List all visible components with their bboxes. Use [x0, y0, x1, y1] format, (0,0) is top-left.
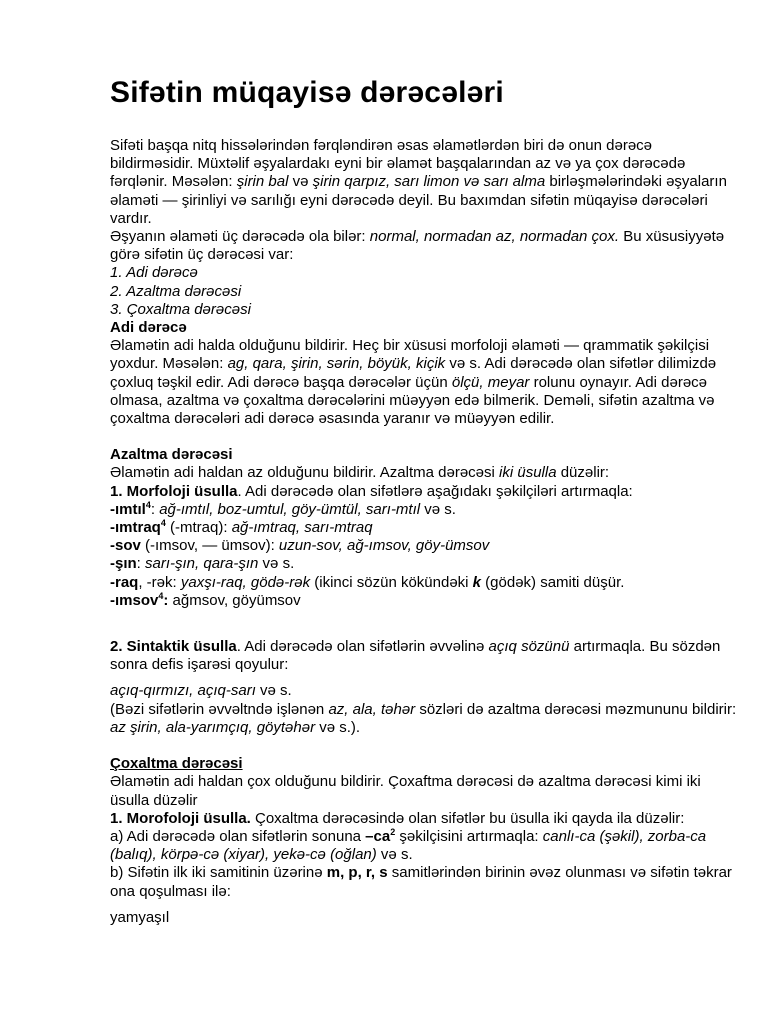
text-segment: a) Adi dərəcədə olan sifətlərin sonuna [110, 827, 366, 845]
example-text: iki üsulla [499, 464, 557, 482]
suffix-superscript: 2 [390, 826, 396, 837]
spacer [110, 901, 738, 909]
text-segment: (gödək) samiti düşür. [481, 573, 625, 591]
morfoloji-line [110, 483, 738, 501]
text-segment: : [150, 500, 160, 518]
text-segment: (-ımsov, — ümsov): [140, 537, 279, 555]
text-segment: və s.). [315, 718, 361, 736]
text-segment: ağmsov, göyümsov [168, 591, 301, 609]
text-segment: Sifəti başqa nitq hissələrindən fərqləndirən əsas əlamətlərdən biri də onun dərəcə bildirməsidir. Müxtəlif əşyalardakı eyni bir əlamət başqalarından az və ya çox dərəcədə fərqlənir. Məsələn: [110, 137, 686, 191]
suffix-line [110, 574, 738, 592]
text-segment: və [288, 173, 313, 191]
spacer [110, 674, 738, 682]
degree-list-item: 2. Azaltma dərəcəsi [110, 282, 242, 300]
method-label: 1. Morofoloji üsulla. [110, 809, 251, 827]
text-segment: (-mtraq): [165, 519, 232, 537]
text-segment: və s. [420, 500, 456, 518]
degree-list-item: 1. Adi dərəcə [110, 264, 198, 282]
example-text: açıq-qırmızı, açıq-sarı [110, 682, 256, 700]
suffix-line [110, 555, 738, 573]
example-text: ağ-ımtraq, sarı-mtraq [231, 519, 373, 537]
suffix-line [110, 592, 738, 610]
suffix-label: -sov [110, 537, 141, 555]
degree-list-item: 3. Çoxaltma dərəcəsi [110, 300, 251, 318]
text-segment: . Adi dərəcədə olan sifətlərə aşağıdakı şəkilçiləri artırmaqla: [237, 482, 633, 500]
example-text: uzun-sov, ağ-ımsov, göy-ümsov [278, 537, 490, 555]
example-word: yamyaşıl [110, 908, 170, 926]
suffix-superscript: 4 [145, 499, 151, 510]
suffix-label: -ımsov [110, 591, 159, 609]
example-text: şirin bal [236, 173, 289, 191]
consonant-list: m, p, r, s [326, 864, 388, 882]
section-heading-coxaltma: Çoxaltma dərəcəsi [110, 755, 243, 773]
suffix-superscript: 4 [158, 590, 164, 601]
example-text: ag, qara, şirin, sərin, böyük, kiçik [227, 355, 446, 373]
example-text: normal, normadan az, normadan çox. [369, 228, 620, 246]
adi-paragraph [110, 337, 738, 428]
degrees-intro [110, 228, 738, 264]
text-segment: . Adi dərəcədə olan sifətlərin əvvəlinə [236, 638, 489, 656]
text-segment: Çoxaltma dərəcəsində olan sifətlər bu üsulla iki qayda ila düzəlir: [250, 809, 685, 827]
example-text: şirin qarpız, sarı limon və sarı alma [312, 173, 546, 191]
example-text: az şirin, ala-yarımçıq, göytəhər [110, 718, 316, 736]
intro-paragraph [110, 137, 738, 228]
example-line [110, 682, 738, 700]
example-text: az, ala, təhər [328, 700, 416, 718]
text-segment: və s. [255, 682, 292, 700]
text-segment: : [136, 555, 146, 573]
example-text: açıq sözünü [488, 638, 570, 656]
page-title: Sifətin müqayisə dərəcələri [110, 76, 504, 109]
sintaktik-paragraph [110, 638, 738, 674]
consonant-letter: k [472, 573, 482, 591]
suffix-line [110, 519, 738, 537]
example-text: yaxşı-raq, gödə-rək [180, 573, 311, 591]
text-segment: və s. [376, 846, 413, 864]
suffix-label: -ımtıl [110, 500, 146, 518]
example-text: canlı-ca (şəkil), zorba-ca (balıq), körpə-cə (xiyar), yekə-cə (oğlan) [110, 827, 707, 864]
spacer [110, 428, 738, 446]
suffix-line [110, 537, 738, 555]
text-segment: , -rək: [138, 573, 181, 591]
azaltma-intro [110, 464, 738, 482]
text-segment: düzəlir: [556, 464, 610, 482]
section-heading-adi: Adi dərəcə [110, 319, 187, 337]
text-segment: Əlamətin adi haldan az olduğunu bildirir. Azaltma dərəcəsi [110, 464, 500, 482]
suffix-label: -raq [110, 573, 139, 591]
suffix-line [110, 501, 738, 519]
example-text: sarı-şın, qara-şın [145, 555, 259, 573]
text-segment: samitlərindən birinin əvəz olunması və sifətin təkrar ona qoşulması ilə: [110, 864, 732, 900]
suffix-label: -ımtraq [110, 519, 161, 537]
text-segment: və s. [258, 555, 295, 573]
suffix-label: -şın [110, 555, 137, 573]
text-segment: sözləri də azaltma dərəcəsi məzmununu bildirir: [415, 700, 737, 718]
text-segment: b) Sifətin ilk iki samitinin üzərinə [110, 864, 327, 882]
text-segment: : [163, 591, 169, 609]
suffix-superscript: 4 [160, 518, 166, 529]
text-segment: və s. Adi dərəcədə olan sifətlər dilimizdə çoxluq təşkil edir. Adi dərəcə başqa dərəcələr üçün [110, 355, 717, 391]
rule-b [110, 864, 738, 900]
method-label: 1. Morfoloji üsulla [110, 482, 238, 500]
section-heading-azaltma: Azaltma dərəcəsi [110, 446, 233, 464]
example-text: ağ-ımtıl, boz-umtul, göy-ümtül, sarı-mtıl [159, 500, 421, 518]
text-segment: Əşyanın əlaməti üç dərəcədə ola bilər: [110, 228, 370, 246]
suffix-label: –ca [365, 827, 391, 845]
morfoloji-line [110, 810, 738, 828]
spacer [110, 737, 738, 755]
coxaltma-intro: Əlamətin adi haldan çox olduğunu bildirir. Çoxaftma dərəcəsi də azaltma dərəcəsi kimi iki üsulla düzəlir [110, 773, 701, 809]
text-segment: Əlamətin adi halda olduğunu bildirir. Heç bir xüsusi morfoloji əlaməti — qrammatik şəkilçisi yoxdur. Məsələn: [110, 337, 710, 373]
text-segment: artırmaqla. Bu sözdən sonra defis işarəsi qoyulur: [110, 638, 721, 674]
text-segment: (Bəzi sifətlərin əvvəltndə işlənən [110, 700, 329, 718]
text-segment: Bu xüsusiyyətə görə sifətin üç dərəcəsi var: [110, 228, 725, 264]
text-segment: birləşmələrindəki əşyaların əlaməti — şirinliyi və sarılığı eyni dərəcədə deyil. Bu baxımdan sifətin müqayisə dərəcələri vardır. [110, 173, 727, 227]
spacer [110, 610, 738, 638]
text-segment: (ikinci sözün kökündəki [310, 573, 473, 591]
text-segment: rolunu oynayır. Adi dərəcə olmasa, azaltma və çoxaltma dərəcələrini müəyyən edə bilmerik. Deməli, sifətin azaltma və çoxaltma dərəcələri adi dərəcə əsasında yaranır və müəyyən edilir. [110, 373, 715, 428]
rule-a [110, 828, 738, 864]
text-segment: şəkilçisini artırmaqla: [395, 827, 543, 845]
method-label: 2. Sintaktik üsulla [110, 638, 237, 656]
note-paragraph [110, 701, 738, 737]
document-page [110, 76, 738, 927]
example-text: ölçü, meyar [451, 373, 530, 391]
